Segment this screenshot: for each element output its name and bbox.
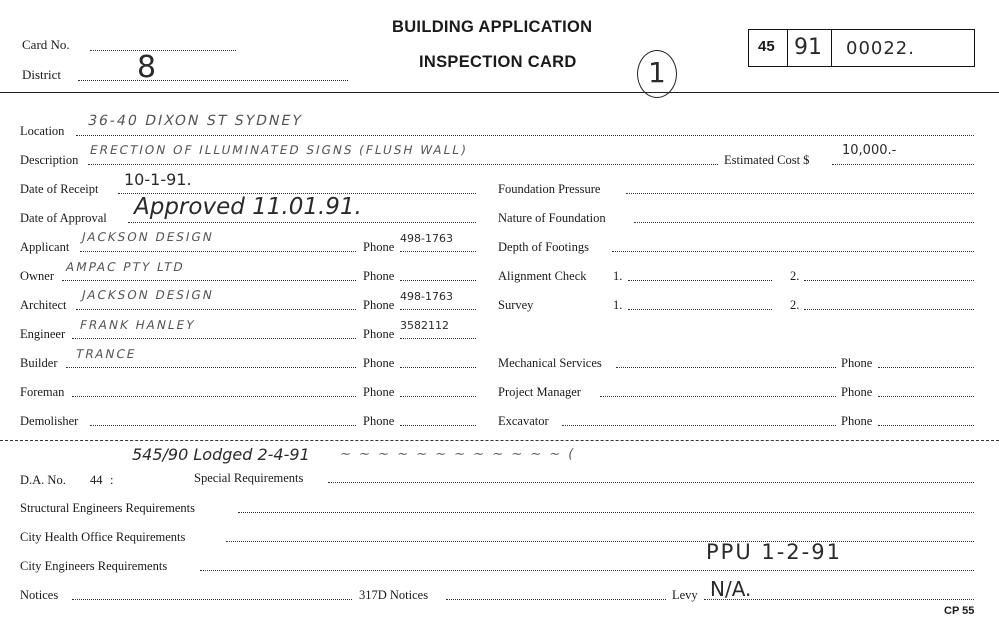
description-label: Description <box>20 153 79 167</box>
architect-phone-field[interactable] <box>400 309 476 310</box>
survey-label: Survey <box>498 298 534 312</box>
foreman-label: Foreman <box>20 385 65 399</box>
mechanical-services-field[interactable] <box>616 367 836 368</box>
demolisher-field[interactable] <box>90 425 356 426</box>
section-divider <box>0 440 999 441</box>
depth-of-footings-label: Depth of Footings <box>498 240 589 254</box>
architect-value: JACKSON DESIGN <box>80 288 216 302</box>
owner-label: Owner <box>20 269 55 283</box>
title-inspection-card: INSPECTION CARD <box>419 53 577 71</box>
foreman-field[interactable] <box>72 396 356 397</box>
date-of-approval-value: Approved 11.01.91. <box>134 194 362 220</box>
demolisher-phone-label: Phone <box>363 414 395 428</box>
city-health-label: City Health Office Requirements <box>20 530 186 544</box>
excavator-phone-label: Phone <box>841 414 873 428</box>
survey-field-2[interactable] <box>804 309 974 310</box>
ref-part2: 91 <box>794 35 822 60</box>
architect-field[interactable] <box>76 309 356 310</box>
city-engineers-label: City Engineers Requirements <box>20 559 168 573</box>
engineer-value: FRANK HANLEY <box>78 318 197 332</box>
da-no-value: 44 <box>90 473 103 487</box>
architect-label: Architect <box>20 298 67 312</box>
card-no-field[interactable] <box>90 50 236 51</box>
owner-phone-field[interactable] <box>400 280 476 281</box>
special-requirements-field[interactable] <box>328 482 974 483</box>
alignment-check-num1: 1. <box>613 269 623 283</box>
excavator-field[interactable] <box>562 425 836 426</box>
ref-part1: 45 <box>758 38 775 55</box>
alignment-check-field-1[interactable] <box>628 280 772 281</box>
engineer-label: Engineer <box>20 327 66 341</box>
levy-value: N/A. <box>710 577 752 601</box>
engineer-phone-label: Phone <box>363 327 395 341</box>
engineer-field[interactable] <box>72 338 356 339</box>
district-field[interactable] <box>78 80 348 81</box>
ref-part3: 00022. <box>846 38 915 59</box>
header-divider <box>0 92 999 93</box>
mechanical-services-label: Mechanical Services <box>498 356 602 370</box>
builder-field[interactable] <box>66 367 356 368</box>
project-manager-phone-field[interactable] <box>878 396 974 397</box>
depth-of-footings-field[interactable] <box>612 251 974 252</box>
city-health-field[interactable] <box>226 541 974 542</box>
special-requirements-label: Special Requirements <box>194 471 304 485</box>
levy-label: Levy <box>672 588 698 602</box>
excavator-phone-field[interactable] <box>878 425 974 426</box>
survey-num2: 2. <box>790 298 800 312</box>
applicant-phone-field[interactable] <box>400 251 476 252</box>
da-no-label: D.A. No. <box>20 473 66 487</box>
date-of-receipt-label: Date of Receipt <box>20 182 99 196</box>
owner-value: AMPAC PTY LTD <box>64 260 187 274</box>
form-code: CP 55 <box>944 605 975 617</box>
location-field[interactable] <box>76 135 974 136</box>
da-handwritten-note: 545/90 Lodged 2-4-91 <box>132 445 310 464</box>
nature-of-foundation-label: Nature of Foundation <box>498 211 606 225</box>
foundation-pressure-label: Foundation Pressure <box>498 182 601 196</box>
description-field[interactable] <box>88 164 718 165</box>
date-of-approval-label: Date of Approval <box>20 211 107 225</box>
owner-field[interactable] <box>62 280 356 281</box>
district-value: 8 <box>137 50 157 85</box>
applicant-value: JACKSON DESIGN <box>80 230 216 244</box>
city-engineers-field[interactable] <box>200 570 974 571</box>
applicant-label: Applicant <box>20 240 70 254</box>
city-engineers-value: PPU 1-2-91 <box>706 540 842 564</box>
title-building-application: BUILDING APPLICATION <box>392 18 593 36</box>
demolisher-label: Demolisher <box>20 414 79 428</box>
structural-engineers-label: Structural Engineers Requirements <box>20 501 195 515</box>
structural-engineers-field[interactable] <box>238 512 974 513</box>
da-handwritten-scribble: ~ ~ ~ ~ ~ ~ ~ ~ ~ ~ ~ ~ ( <box>338 447 577 462</box>
description-value: ERECTION OF ILLUMINATED SIGNS (FLUSH WALL) <box>88 143 470 157</box>
mechanical-services-phone-label: Phone <box>841 356 873 370</box>
estimated-cost-value: 10,000.- <box>842 143 897 158</box>
alignment-check-num2: 2. <box>790 269 800 283</box>
engineer-phone-value: 3582112 <box>400 319 449 332</box>
architect-phone-value: 498-1763 <box>400 290 453 303</box>
estimated-cost-field[interactable] <box>832 164 974 165</box>
location-value: 36-40 DIXON ST SYDNEY <box>86 113 305 129</box>
project-manager-label: Project Manager <box>498 385 581 399</box>
notices-317d-field[interactable] <box>446 599 666 600</box>
copy-number: 1 <box>648 56 666 89</box>
mechanical-services-phone-field[interactable] <box>878 367 974 368</box>
alignment-check-field-2[interactable] <box>804 280 974 281</box>
applicant-field[interactable] <box>80 251 356 252</box>
district-label: District <box>22 67 61 82</box>
builder-phone-field[interactable] <box>400 367 476 368</box>
builder-value: TRANCE <box>74 347 138 361</box>
foreman-phone-field[interactable] <box>400 396 476 397</box>
date-of-receipt-value: 10-1-91. <box>124 170 192 189</box>
foundation-pressure-field[interactable] <box>626 193 974 194</box>
applicant-phone-value: 498-1763 <box>400 232 453 245</box>
builder-phone-label: Phone <box>363 356 395 370</box>
notices-label: Notices <box>20 588 59 602</box>
builder-label: Builder <box>20 356 58 370</box>
location-label: Location <box>20 124 65 138</box>
survey-field-1[interactable] <box>628 309 772 310</box>
foreman-phone-label: Phone <box>363 385 395 399</box>
date-of-approval-field[interactable] <box>128 222 476 223</box>
architect-phone-label: Phone <box>363 298 395 312</box>
engineer-phone-field[interactable] <box>400 338 476 339</box>
applicant-phone-label: Phone <box>363 240 395 254</box>
excavator-label: Excavator <box>498 414 549 428</box>
demolisher-phone-field[interactable] <box>400 425 476 426</box>
estimated-cost-label: Estimated Cost $ <box>724 153 810 167</box>
card-no-label: Card No. <box>22 37 70 52</box>
owner-phone-label: Phone <box>363 269 395 283</box>
notices-317d-label: 317D Notices <box>359 588 429 602</box>
project-manager-phone-label: Phone <box>841 385 873 399</box>
alignment-check-label: Alignment Check <box>498 269 587 283</box>
notices-field[interactable] <box>72 599 352 600</box>
survey-num1: 1. <box>613 298 623 312</box>
nature-of-foundation-field[interactable] <box>634 222 974 223</box>
project-manager-field[interactable] <box>600 396 836 397</box>
